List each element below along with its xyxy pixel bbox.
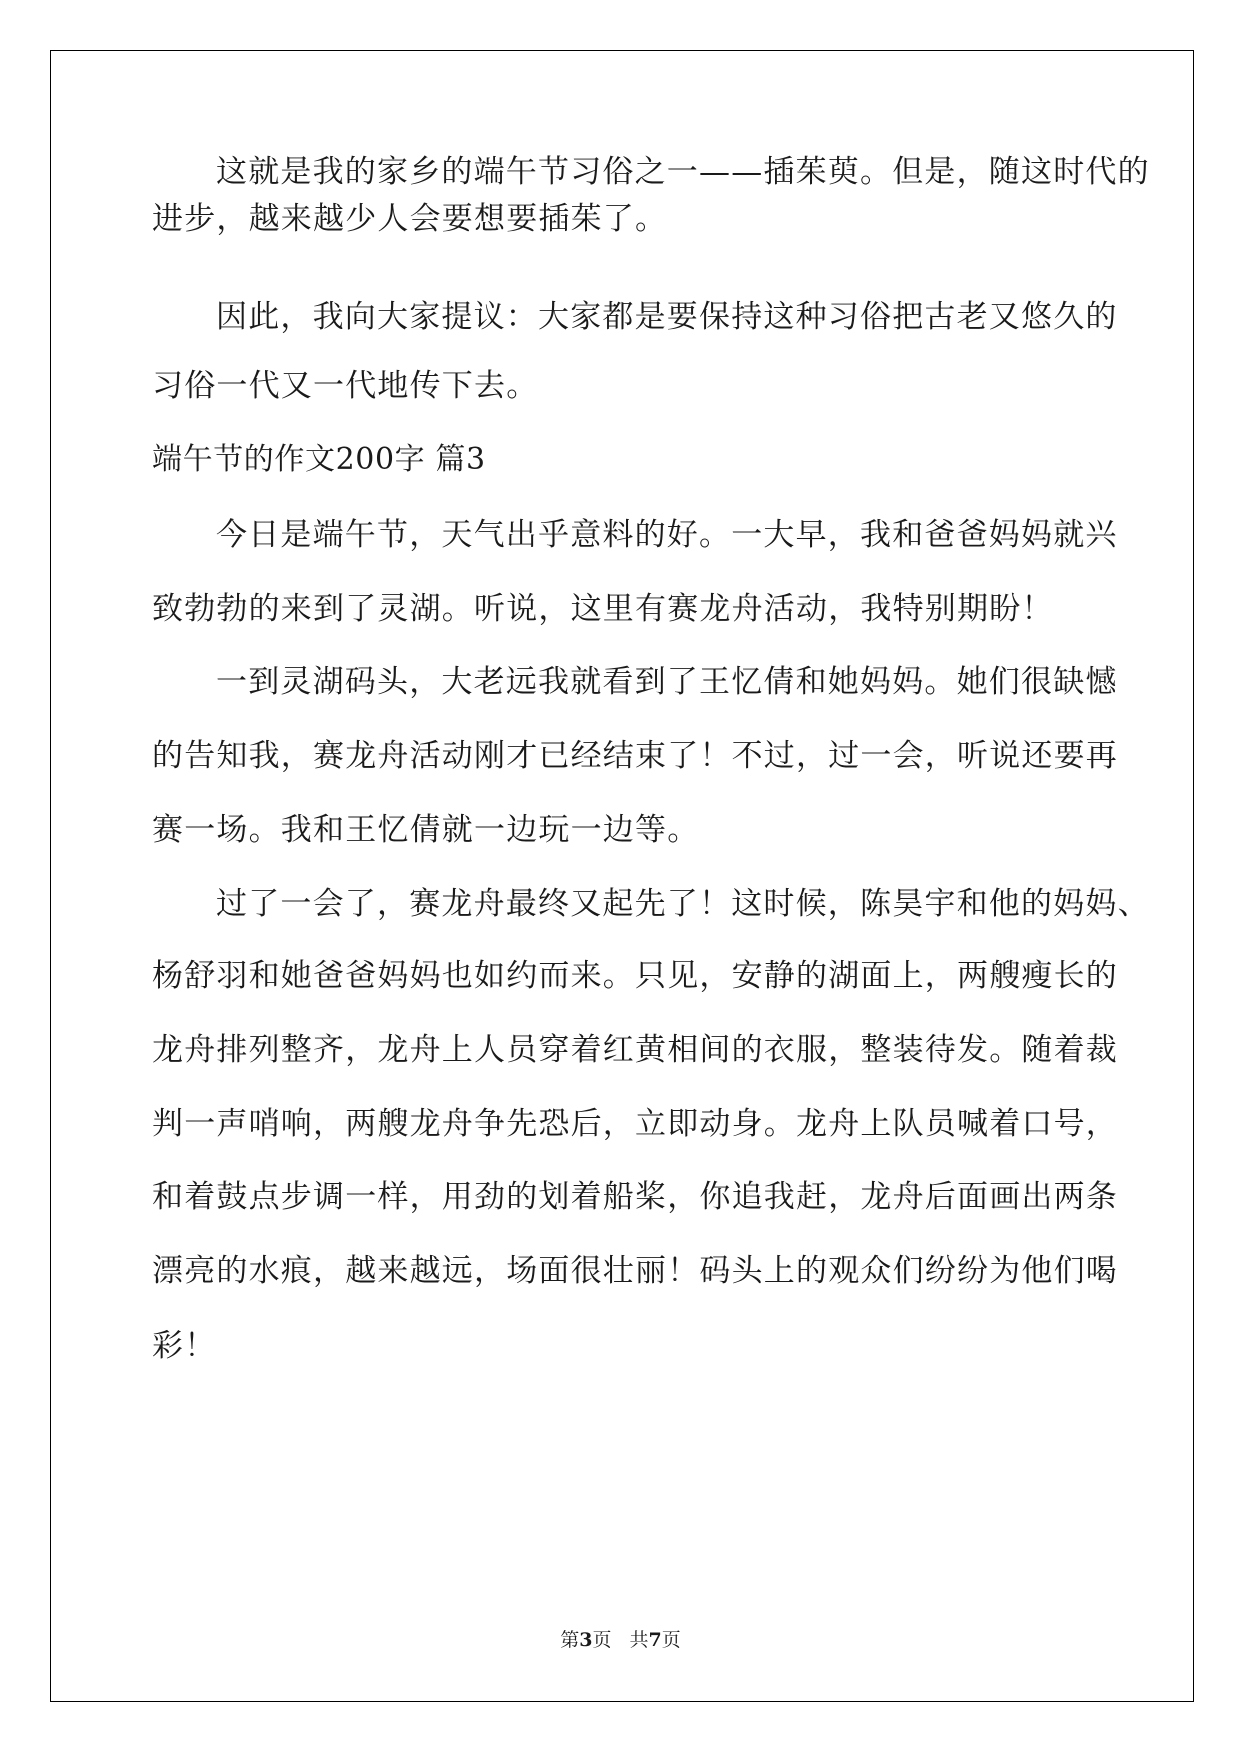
paragraph-5-line-5: 和着鼓点步调一样，用劲的划着船桨，你追我赶，龙舟后面画出两条: [152, 1179, 1118, 1215]
page-footer: [0, 1628, 1241, 1652]
paragraph-1-line-1: 这就是我的家乡的端午节习俗之一——插茱萸。但是，随这时代的: [216, 154, 1150, 190]
section-heading: 端午节的作文200字 篇3: [152, 442, 486, 477]
paragraph-5-line-7: 彩！: [152, 1328, 217, 1364]
paragraph-5-line-2: 杨舒羽和她爸爸妈妈也如约而来。只见，安静的湖面上，两艘瘦长的: [152, 958, 1118, 994]
total-prefix: 共: [629, 1629, 649, 1651]
page-unit: 页: [592, 1629, 612, 1651]
page-prefix: 第: [560, 1629, 580, 1651]
current-page-number: 3: [579, 1629, 593, 1651]
paragraph-4-line-2: 的告知我，赛龙舟活动刚才已经结束了！不过，过一会，听说还要再: [152, 738, 1118, 774]
paragraph-5-line-3: 龙舟排列整齐，龙舟上人员穿着红黄相间的衣服，整装待发。随着裁: [152, 1032, 1118, 1068]
paragraph-5-line-6: 漂亮的水痕，越来越远，场面很壮丽！码头上的观众们纷纷为他们喝: [152, 1253, 1118, 1289]
paragraph-4-line-3: 赛一场。我和王忆倩就一边玩一边等。: [152, 812, 700, 848]
total-page-number: 7: [648, 1629, 662, 1651]
paragraph-1-line-2: 进步，越来越少人会要想要插茱了。: [152, 201, 668, 237]
paragraph-3-line-1: 今日是端午节，天气出乎意料的好。一大早，我和爸爸妈妈就兴: [216, 517, 1118, 553]
paragraph-2-line-2: 习俗一代又一代地传下去。: [152, 368, 539, 404]
paragraph-2-line-1: 因此，我向大家提议：大家都是要保持这种习俗把古老又悠久的: [216, 299, 1118, 335]
paragraph-5-line-1: 过了一会了，赛龙舟最终又起先了！这时候，陈昊宇和他的妈妈、: [216, 886, 1150, 922]
paragraph-3-line-2: 致勃勃的来到了灵湖。听说，这里有赛龙舟活动，我特别期盼！: [152, 591, 1054, 627]
paragraph-5-line-4: 判一声哨响，两艘龙舟争先恐后，立即动身。龙舟上队员喊着口号，: [152, 1106, 1118, 1142]
total-unit: 页: [661, 1629, 681, 1651]
paragraph-4-line-1: 一到灵湖码头，大老远我就看到了王忆倩和她妈妈。她们很缺憾: [216, 664, 1118, 700]
